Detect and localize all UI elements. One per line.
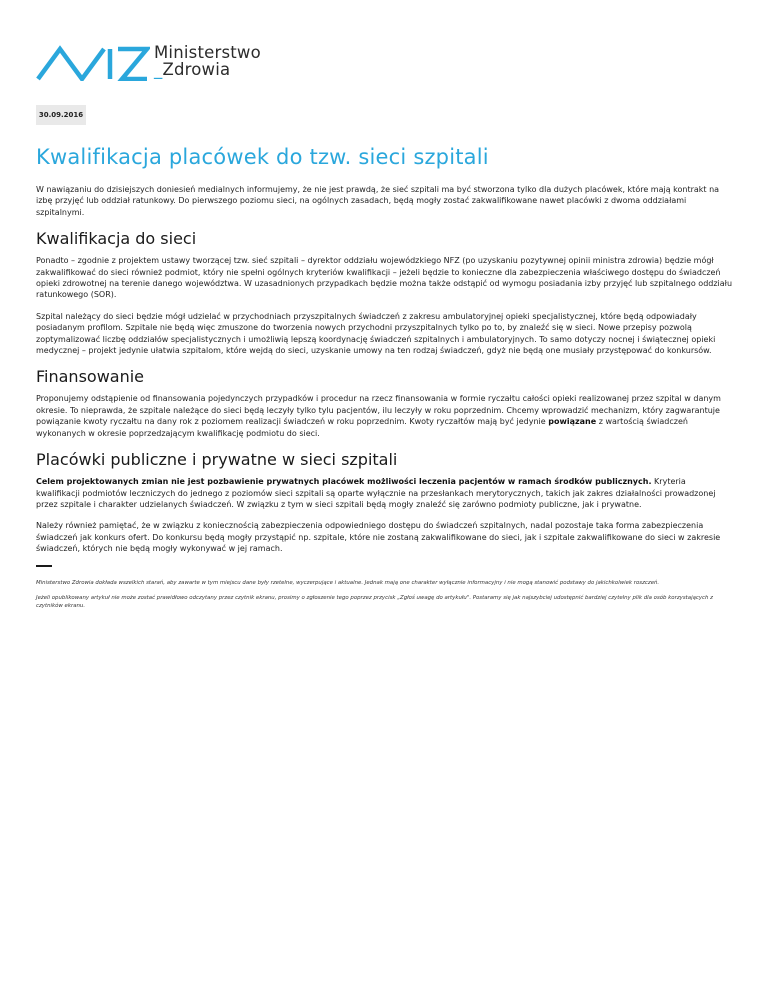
ministry-logo[interactable]	[36, 43, 261, 81]
public-private-text-after: Kryteria kwalifikacji podmiotów leczniczych do jednego z poziomów sieci szpitali są oparte wyłącznie na przesłankach merytorycznych, takich jak zakres działalności prowadzonej przez szpitale i charakter udzielanych świadczeń. W związku z tym w sieci szpitali będą mogły znaleźć się zarówno podmioty publiczne, jak i prywatne.	[36, 477, 716, 509]
logo-wordmark	[154, 44, 261, 78]
article-content	[36, 142, 732, 617]
section-heading-public-private: Placówki publiczne i prywatne w sieci szpitali	[36, 450, 398, 470]
qualification-paragraph-2: Szpital należący do sieci będzie mógł udzielać w przychodniach przyszpitalnych świadczeń z zakresu ambulatoryjnej opieki specjalistycznej, które będą odpowiadały posiadanym profilom. Szpitale nie będą więc zmuszone do tworzenia nowych przychodni przyszpitalnych tylko po to, by znaleźć się w sieci. Nowe przepisy pozwolą zoptymalizować liczbę oddziałów specjalistycznych i umożliwią lepszą koordynację świadczeń szpitalnych i ambulatoryjnych. To samo dotyczy nocnej i świątecznej opieki medycznej – projekt jedynie ułatwia szpitalom, które wejdą do sieci, uzyskanie umowy na ten rodzaj świadczeń, gdyż nie będą one musiały przystępować do konkursów.	[36, 311, 716, 356]
page-title: Kwalifikacja placówek do tzw. sieci szpitali	[36, 145, 489, 169]
public-private-paragraph-2: Należy również pamiętać, że w związku z koniecznością zabezpieczenia odpowiedniego dostępu do świadczeń szpitalnych, nadal pozostaje taka forma zabezpieczenia świadczeń jak konkurs ofert. Do konkursu będą mogły przystąpić np. szpitale, które nie zostaną zakwalifikowane do sieci, jak i szpitale zakwalifikowane do sieci w zakresie świadczeń, których nie będą mogły wykonywać w jej ramach.	[36, 521, 721, 554]
financing-text-after: z wartością świadczeń wykonanych w okresie poprzedzającym kwalifikację podmiotu do sieci.	[36, 417, 688, 438]
financing-text-bold: powiązane	[548, 417, 597, 427]
logo-line-2-text: Zdrowia	[162, 60, 231, 79]
financing-text-before: Proponujemy odstąpienie od finansowania pojedynczych przypadków i procedur na rzecz finansowania w formie ryczałtu całości opieki realizowanej przez szpital w danym okresie. To nieprawda, że szpitale należące do sieci będą leczyły tylko tylu pacjentów, ilu leczyły w roku poprzednim. Chcemy wprowadzić mechanizm, który zagwarantuje powiązanie kwoty ryczałtu na dany rok z poziomem realizacji świadczeń w roku poprzednim. Kwoty ryczałtów mają być jedynie	[36, 394, 721, 427]
date-badge: 30.09.2016	[36, 105, 86, 125]
footer-disclaimer: Ministerstwo Zdrowia dokłada wszelkich starań, aby zawarte w tym miejscu dane były rzetelne, wyczerpujące i aktualne. Jednak mają one charakter wyłącznie informacyjny i nie mogą stanowić podstawy do jakichkolwiek roszczeń.	[36, 579, 660, 586]
public-private-text-bold: Celem projektowanych zmian nie jest pozbawienie prywatnych placówek możliwości leczenia pacjentów w ramach środków publicznych.	[36, 477, 652, 487]
footer-accessibility-note: Jeżeli opublikowany artykuł nie może zostać prawidłowo odczytany przez czytnik ekranu, prosimy o zgłoszenie tego poprzez przycisk „Zgłoś uwagę do artykułu". Postaramy się jak najszybciej udostępnić bardziej czytelny plik dla osób korzystających z czytników ekranu.	[36, 594, 713, 609]
section-heading-financing: Finansowanie	[36, 367, 145, 387]
qualification-paragraph-1: Ponadto – zgodnie z projektem ustawy tworzącej tzw. sieć szpitali – dyrektor oddziału wojewódzkiego NFZ (po uzyskaniu pozytywnej opinii ministra zdrowia) będzie mógł zakwalifikować do sieci również podmiot, który nie spełni ogólnych kryteriów kwalifikacji – jeżeli będzie to konieczne dla zabezpieczenia właściwego dostępu do świadczeń opieki zdrowotnej na terenie danego województwa. W uzasadnionych przypadkach będzie można także odstąpić od wymogu posiadania izby przyjęć lub szpitalnego oddziału ratunkowego (SOR).	[36, 256, 733, 300]
logo-line-2	[154, 61, 261, 78]
footer-separator	[36, 565, 52, 567]
ministry-logo-icon	[36, 43, 150, 81]
logo-dash: _	[154, 60, 163, 79]
intro-paragraph: W nawiązaniu do dzisiejszych doniesień medialnych informujemy, że nie jest prawdą, że sieć szpitali ma być stworzona tylko dla dużych placówek, które mają kontrakt na izbę przyjęć lub oddział ratunkowy. Do pierwszego poziomu sieci, na ogólnych zasadach, będą mogły zostać zakwalifikowane nawet placówki z dwoma oddziałami szpitalnymi.	[36, 185, 720, 217]
financing-paragraph	[36, 393, 732, 439]
section-heading-qualification: Kwalifikacja do sieci	[36, 229, 197, 249]
logo-line-1: Ministerstwo	[154, 43, 261, 62]
public-private-paragraph-1	[36, 476, 732, 510]
